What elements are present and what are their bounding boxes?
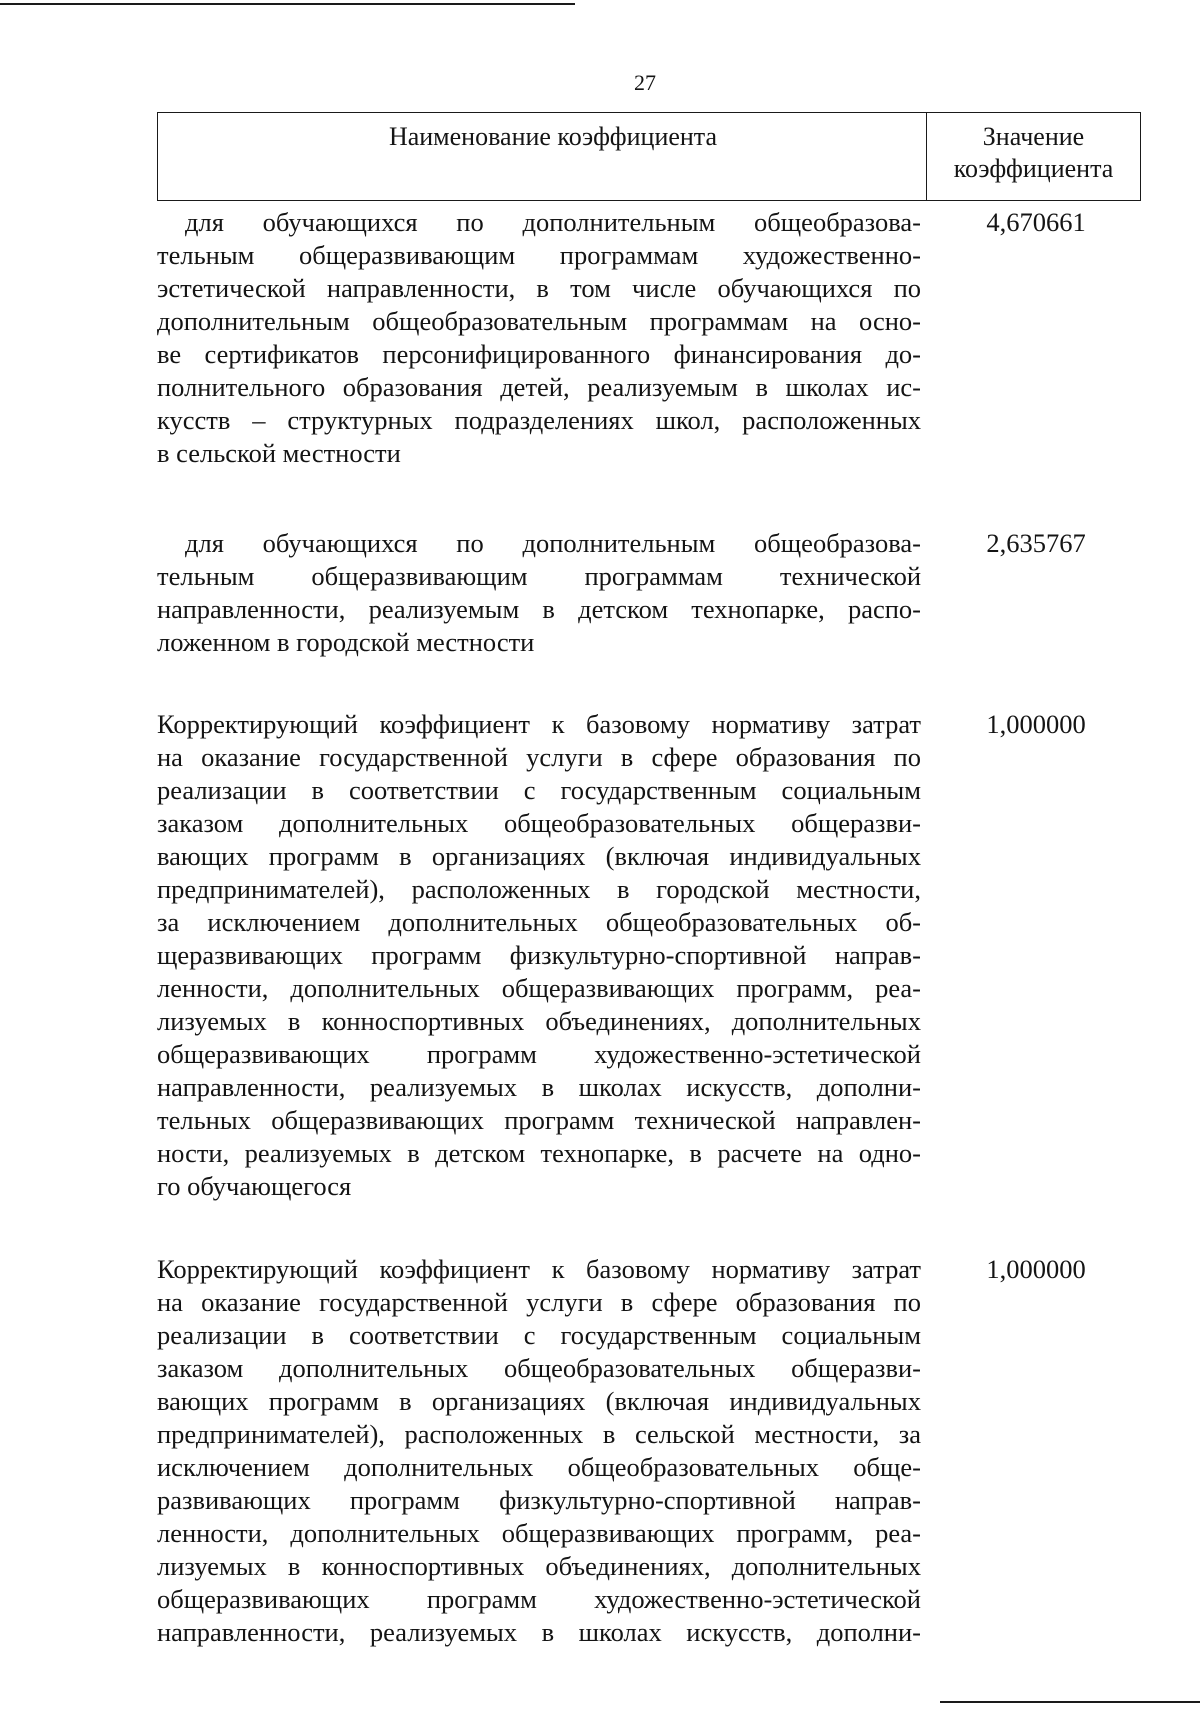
text-line: в сельской местности bbox=[157, 438, 401, 468]
text-line: го обучающегося bbox=[157, 1171, 352, 1201]
text-line: лизуемых в конноспортивных объединениях, дополнительных bbox=[157, 1006, 921, 1036]
text-line: реализации в соответствии с государственным социальным bbox=[157, 1320, 921, 1350]
text-line: ленности, дополнительных общеразвивающих программ, реа- bbox=[157, 973, 921, 1003]
text-line: ложенном в городской местности bbox=[157, 627, 535, 657]
text-line: общеразвивающих программ художественно-эстетической bbox=[157, 1039, 921, 1069]
table-row bbox=[157, 206, 1141, 470]
text-line: тельным общеразвивающим программам художественно- bbox=[157, 240, 921, 270]
text-line: тельных общеразвивающих программ технической направлен- bbox=[157, 1105, 921, 1135]
text-line: Корректирующий коэффициент к базовому нормативу затрат bbox=[157, 709, 921, 739]
page-number: 27 bbox=[634, 70, 656, 95]
coefficient-value: 1,000000 bbox=[986, 709, 1086, 739]
text-line: за исключением дополнительных общеобразовательных об- bbox=[157, 907, 921, 937]
text-line: вающих программ в организациях (включая индивидуальных bbox=[157, 1386, 921, 1416]
table-row bbox=[157, 708, 1141, 1203]
text-line: общеразвивающих программ художественно-эстетической bbox=[157, 1584, 921, 1614]
header-name-column: Наименование коэффициента bbox=[158, 113, 927, 200]
coefficient-name bbox=[157, 206, 921, 470]
text-line: предпринимателей), расположенных в сельской местности, за bbox=[157, 1419, 921, 1449]
bottom-rule bbox=[940, 1701, 1200, 1703]
text-line: ленности, дополнительных общеразвивающих программ, реа- bbox=[157, 1518, 921, 1548]
text-line: лизуемых в конноспортивных объединениях, дополнительных bbox=[157, 1551, 921, 1581]
text-line: кусств – структурных подразделениях школ, расположенных bbox=[157, 405, 921, 435]
text-line: предпринимателей), расположенных в городской местности, bbox=[157, 874, 921, 904]
text-line: на оказание государственной услуги в сфере образования по bbox=[157, 1287, 921, 1317]
text-line: полнительного образования детей, реализуемым в школах ис- bbox=[157, 372, 921, 402]
coefficient-value: 2,635767 bbox=[986, 528, 1086, 558]
coefficient-value: 4,670661 bbox=[986, 207, 1086, 237]
text-line: направленности, реализуемых в школах искусств, дополни- bbox=[157, 1072, 921, 1102]
text-line: дополнительным общеобразовательным программам на осно- bbox=[157, 306, 921, 336]
text-line: эстетической направленности, в том числе обучающихся по bbox=[157, 273, 921, 303]
text-line: вающих программ в организациях (включая индивидуальных bbox=[157, 841, 921, 871]
table-row bbox=[157, 1253, 1141, 1649]
coefficient-name bbox=[157, 1253, 921, 1649]
coefficient-value: 1,000000 bbox=[986, 1254, 1086, 1284]
text-line: тельным общеразвивающим программам технической bbox=[157, 561, 921, 591]
coefficient-table bbox=[157, 112, 1141, 1649]
table-row bbox=[157, 527, 1141, 659]
text-line: для обучающихся по дополнительным общеобразова- bbox=[185, 207, 921, 237]
text-line: для обучающихся по дополнительным общеобразова- bbox=[185, 528, 921, 558]
header-value-column: Значение коэффициента bbox=[953, 122, 1114, 183]
text-line: Корректирующий коэффициент к базовому нормативу затрат bbox=[157, 1254, 921, 1284]
text-line: направленности, реализуемых в школах искусств, дополни- bbox=[157, 1617, 921, 1647]
text-line: направленности, реализуемым в детском технопарке, распо- bbox=[157, 594, 921, 624]
text-line: исключением дополнительных общеобразовательных обще- bbox=[157, 1452, 921, 1482]
table-header bbox=[157, 112, 1141, 201]
text-line: ве сертификатов персонифицированного финансирования до- bbox=[157, 339, 921, 369]
text-line: заказом дополнительных общеобразовательных общеразви- bbox=[157, 1353, 921, 1383]
text-line: развивающих программ физкультурно-спортивной направ- bbox=[157, 1485, 921, 1515]
coefficient-name bbox=[157, 527, 921, 659]
text-line: заказом дополнительных общеобразовательных общеразви- bbox=[157, 808, 921, 838]
text-line: реализации в соответствии с государственным социальным bbox=[157, 775, 921, 805]
coefficient-name bbox=[157, 708, 921, 1203]
text-line: щеразвивающих программ физкультурно-спортивной направ- bbox=[157, 940, 921, 970]
text-line: на оказание государственной услуги в сфере образования по bbox=[157, 742, 921, 772]
text-line: ности, реализуемых в детском технопарке, в расчете на одно- bbox=[157, 1138, 921, 1168]
top-rule bbox=[0, 3, 575, 5]
